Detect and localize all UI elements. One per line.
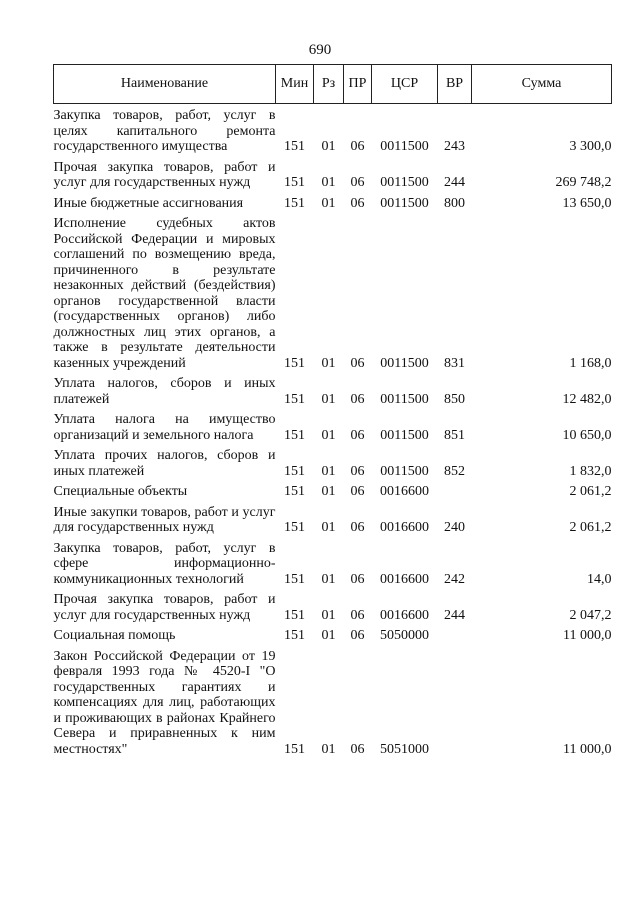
row-sum: 10 650,0 <box>562 427 612 443</box>
table-row <box>54 196 612 217</box>
row-vr: 800 <box>444 195 465 211</box>
row-csr: 0016600 <box>380 520 429 535</box>
table-row <box>54 541 612 593</box>
row-min: 151 <box>284 427 305 443</box>
row-rz: 01 <box>321 628 336 643</box>
header-pr: ПР <box>344 65 372 104</box>
table-row <box>54 484 612 505</box>
row-vr <box>438 484 472 505</box>
row-min: 151 <box>284 463 305 479</box>
row-name: Закон Российской Федерации от 19 февраля 1993 года № 4520-I "О государственных гарантиях и компенсациях для лиц, работающих и проживающих в районах Крайнего Севера и приравненных к ним местностях" <box>53 648 276 757</box>
row-name: Исполнение судебных актов Российской Федерации и мировых соглашений по возмещению вреда, причиненного в результате незаконных действий (бездействия) органов государственной власти (государственных органов) либо должностных лиц этих органов, а также в результате деятельности казенных учреждений <box>53 216 276 371</box>
row-rz: 01 <box>321 355 336 371</box>
row-sum: 3 300,0 <box>569 139 612 154</box>
row-min: 151 <box>284 571 305 587</box>
row-rz: 01 <box>321 139 336 154</box>
table-row <box>54 628 612 649</box>
row-name: Иные бюджетные ассигнования <box>53 195 244 211</box>
row-csr: 0016600 <box>380 484 429 499</box>
row-vr: 852 <box>444 463 465 479</box>
row-min: 151 <box>284 391 305 407</box>
row-csr: 5051000 <box>380 741 429 757</box>
page-number: 690 <box>308 42 332 58</box>
row-rz: 01 <box>321 195 336 211</box>
row-vr: 240 <box>444 520 465 535</box>
table-row <box>54 592 612 628</box>
row-vr: 851 <box>444 427 465 443</box>
table-body <box>54 104 612 763</box>
row-rz: 01 <box>321 463 336 479</box>
row-min: 151 <box>284 520 305 535</box>
row-pr: 06 <box>350 628 365 643</box>
row-min: 151 <box>284 139 305 154</box>
row-pr: 06 <box>350 607 365 623</box>
row-name: Прочая закупка товаров, работ и услуг для государственных нужд <box>53 159 276 190</box>
header-sum: Сумма <box>472 65 612 104</box>
row-rz: 01 <box>321 391 336 407</box>
table-row <box>54 160 612 196</box>
row-pr: 06 <box>350 175 365 190</box>
row-pr: 06 <box>350 484 365 499</box>
table-row <box>54 104 612 160</box>
table-row <box>54 649 612 763</box>
row-csr: 0011500 <box>380 427 429 443</box>
row-name: Уплата налога на имущество организаций и земельного налога <box>53 412 276 443</box>
row-vr <box>438 628 472 649</box>
row-csr: 0011500 <box>380 175 429 190</box>
row-name: Прочая закупка товаров, работ и услуг для государственных нужд <box>53 592 276 623</box>
budget-table <box>53 64 612 762</box>
header-min: Мин <box>276 65 314 104</box>
row-vr: 850 <box>444 391 465 407</box>
row-csr: 0016600 <box>380 571 429 587</box>
row-pr: 06 <box>350 391 365 407</box>
row-min: 151 <box>284 484 305 499</box>
row-csr: 0011500 <box>380 391 429 407</box>
row-csr: 0016600 <box>380 607 429 623</box>
row-rz: 01 <box>321 484 336 499</box>
row-rz: 01 <box>321 175 336 190</box>
row-name: Уплата прочих налогов, сборов и иных платежей <box>53 448 276 479</box>
row-vr: 242 <box>444 571 465 587</box>
row-name: Специальные объекты <box>53 484 188 499</box>
header-rz: Рз <box>314 65 344 104</box>
row-min: 151 <box>284 355 305 371</box>
header-csr: ЦСР <box>372 65 438 104</box>
row-name: Закупка товаров, работ, услуг в сфере информационно-коммуникационных технологий <box>53 540 276 587</box>
row-name: Иные закупки товаров, работ и услуг для государственных нужд <box>53 504 276 535</box>
row-sum: 1 832,0 <box>569 463 612 479</box>
row-pr: 06 <box>350 741 365 757</box>
row-sum: 2 061,2 <box>569 520 612 535</box>
row-csr: 0011500 <box>380 355 429 371</box>
row-min: 151 <box>284 628 305 643</box>
row-rz: 01 <box>321 571 336 587</box>
row-min: 151 <box>284 195 305 211</box>
row-vr: 244 <box>444 607 465 623</box>
row-vr: 243 <box>444 139 465 154</box>
row-sum: 13 650,0 <box>562 195 612 211</box>
row-sum: 11 000,0 <box>563 628 612 643</box>
row-sum: 12 482,0 <box>562 391 612 407</box>
row-sum: 2 061,2 <box>569 484 612 499</box>
row-min: 151 <box>284 607 305 623</box>
row-sum: 11 000,0 <box>563 741 612 757</box>
table-row <box>54 412 612 448</box>
row-min: 151 <box>284 741 305 757</box>
row-csr: 0011500 <box>380 195 429 211</box>
row-pr: 06 <box>350 195 365 211</box>
row-pr: 06 <box>350 355 365 371</box>
row-sum: 2 047,2 <box>569 607 612 623</box>
table-row <box>54 505 612 541</box>
header-name: Наименование <box>54 65 276 104</box>
row-csr: 5050000 <box>380 628 429 643</box>
row-vr <box>438 649 472 763</box>
row-sum: 1 168,0 <box>569 355 612 371</box>
table-header <box>54 65 612 104</box>
row-min: 151 <box>284 175 305 190</box>
row-pr: 06 <box>350 139 365 154</box>
row-pr: 06 <box>350 427 365 443</box>
row-vr: 831 <box>444 355 465 371</box>
row-pr: 06 <box>350 571 365 587</box>
row-name: Социальная помощь <box>53 628 176 643</box>
table-row <box>54 376 612 412</box>
row-sum: 269 748,2 <box>555 175 612 190</box>
table-row <box>54 448 612 484</box>
row-csr: 0011500 <box>380 463 429 479</box>
row-rz: 01 <box>321 741 336 757</box>
row-pr: 06 <box>350 520 365 535</box>
table-row <box>54 216 612 376</box>
row-rz: 01 <box>321 607 336 623</box>
row-pr: 06 <box>350 463 365 479</box>
row-name: Уплата налогов, сборов и иных платежей <box>53 376 276 407</box>
row-sum: 14,0 <box>587 571 612 587</box>
header-vr: ВР <box>438 65 472 104</box>
row-rz: 01 <box>321 520 336 535</box>
row-csr: 0011500 <box>380 139 429 154</box>
row-name: Закупка товаров, работ, услуг в целях капитального ремонта государственного имущества <box>53 108 276 154</box>
row-vr: 244 <box>444 175 465 190</box>
row-rz: 01 <box>321 427 336 443</box>
